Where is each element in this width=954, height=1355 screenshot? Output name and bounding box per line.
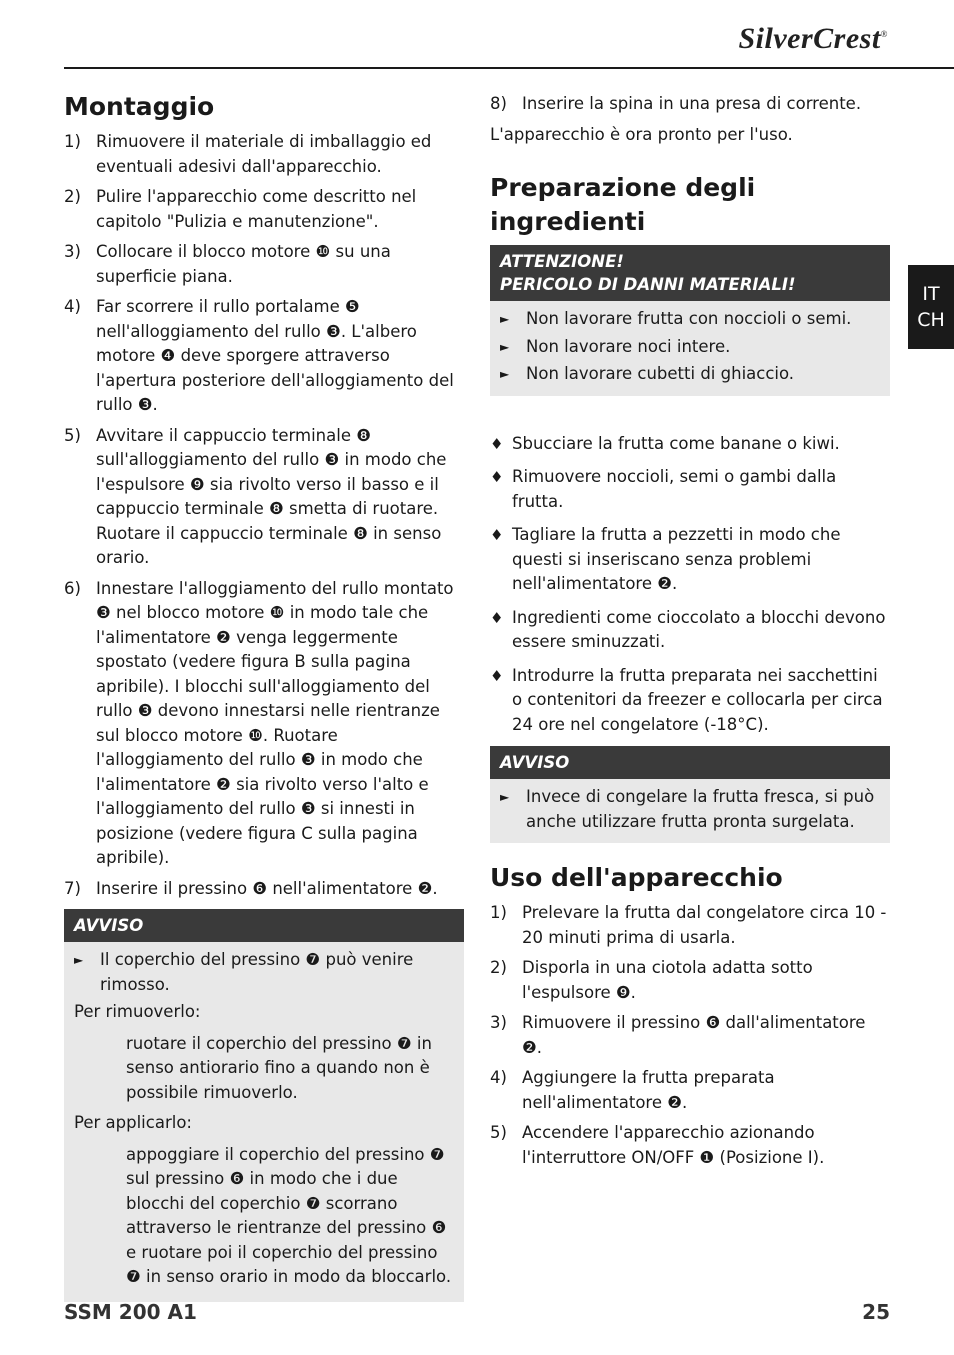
- warning-item-text: Non lavorare frutta con noccioli o semi.: [526, 309, 852, 328]
- warning-title-line1: ATTENZIONE!: [500, 252, 624, 271]
- language-tab: [908, 265, 954, 349]
- step-number: 3): [64, 242, 81, 261]
- step-number: 3): [490, 1013, 507, 1032]
- notice-title: AVVISO: [490, 746, 890, 779]
- section-heading-uso: Uso dell'apparecchio: [490, 863, 783, 892]
- step-text: Inserire il pressino ❻ nell'alimentatore ❷.: [96, 878, 438, 898]
- triangle-bullet-icon: ►: [500, 790, 510, 804]
- step-text: Accendere l'apparecchio azionando l'interruttore ON/OFF ❶ (Posizione I).: [522, 1123, 825, 1167]
- apply-instructions: appoggiare il coperchio del pressino ❼ sul pressino ❻ in modo che i due blocchi del coperchio ❼ scorrano attraverso le rientranze del pressino ❻ e ruotare poi il coperchio del pressino ❼ in senso orario in modo da bloccarlo.: [126, 1144, 452, 1286]
- step-text: Aggiungere la frutta preparata nell'alimentatore ❷.: [522, 1068, 775, 1112]
- bullet-text: Introdurre la frutta preparata nei sacchettini o contenitori da freezer e collocarla per circa 24 ore nel congelatore (-18°C).: [512, 665, 883, 734]
- bullet-text: Ingredienti come cioccolato a blocchi devono essere sminuzzati.: [512, 607, 886, 651]
- step-number: 1): [490, 903, 507, 922]
- step-text: Inserire la spina in una presa di corrente.: [522, 94, 862, 113]
- assembly-steps: [64, 130, 464, 901]
- warning-item-text: Non lavorare noci intere.: [526, 336, 731, 356]
- step-number: 8): [490, 94, 507, 113]
- list-item: [490, 523, 890, 597]
- remove-instructions: ruotare il coperchio del pressino ❼ in senso antiorario fino a quando non è possibile rimuoverlo.: [126, 1033, 432, 1102]
- step-number: 2): [64, 187, 81, 206]
- step-text: Pulire l'apparecchio come descritto nel capitolo "Pulizia e manutenzione".: [96, 187, 417, 231]
- brand-name: SilverCrest: [738, 22, 881, 55]
- step-number: 6): [64, 578, 81, 598]
- list-item: [490, 664, 890, 738]
- list-item: [490, 465, 890, 514]
- bullet-text: Rimuovere noccioli, semi o gambi dalla frutta.: [512, 467, 837, 511]
- warning-title-line2: PERICOLO DI DANNI MATERIALI!: [500, 275, 796, 294]
- notice-item-text: Il coperchio del pressino ❼ può venire rimosso.: [100, 950, 414, 994]
- step-text: Rimuovere il pressino ❻ dall'alimentatore ❷.: [522, 1013, 866, 1057]
- step-text: Collocare il blocco motore ❿ su una superficie piana.: [96, 242, 391, 286]
- header-rule: [64, 67, 954, 69]
- warning-item: [500, 335, 880, 360]
- lang-it: IT: [922, 283, 940, 305]
- brand-logo: [738, 22, 888, 56]
- step-text: Avvitare il cappuccio terminale ❽ sull'alloggiamento del rullo ❸ in modo che l'espulsore ❾ sia rivolto verso il basso e il cappuccio terminale ❽ smetta di ruotare. Ruotare il cappuccio terminale ❽ in senso orario.: [96, 425, 447, 567]
- notice-body: [64, 942, 464, 1302]
- bullet-text: Sbucciare la frutta come banane o kiwi.: [512, 433, 840, 453]
- step-number: 5): [64, 425, 81, 445]
- ready-text: L'apparecchio è ora pronto per l'uso.: [490, 124, 793, 144]
- remove-label: Per rimuoverlo:: [74, 1002, 201, 1021]
- list-item: [490, 432, 890, 457]
- list-item: [490, 1011, 890, 1060]
- step-number: 4): [490, 1068, 507, 1087]
- section-heading-montaggio: Montaggio: [64, 92, 215, 121]
- warning-body: [490, 301, 890, 396]
- list-item: [490, 901, 890, 950]
- list-item: [64, 240, 464, 289]
- model-number: SSM 200 A1: [64, 1300, 197, 1324]
- diamond-bullet-icon: ♦: [490, 434, 504, 453]
- usage-steps: [490, 901, 890, 1170]
- list-item: [64, 185, 464, 234]
- apply-label: Per applicarlo:: [74, 1113, 192, 1132]
- list-item: [490, 606, 890, 655]
- warning-item-text: Non lavorare cubetti di ghiaccio.: [526, 364, 795, 383]
- step-text: Prelevare la frutta dal congelatore circa 10 - 20 minuti prima di usarla.: [522, 903, 887, 947]
- step-number: 1): [64, 132, 81, 151]
- warning-item: [500, 307, 880, 332]
- triangle-bullet-icon: ►: [500, 367, 510, 381]
- warning-box: [490, 245, 890, 396]
- bullet-text: Tagliare la frutta a pezzetti in modo che questi si inseriscano senza problemi nell'alimentatore ❷.: [512, 525, 841, 593]
- list-item: [64, 877, 464, 902]
- lang-ch: CH: [917, 309, 945, 331]
- step-number: 5): [490, 1123, 507, 1142]
- step-number: 7): [64, 878, 81, 898]
- step-number: 2): [490, 958, 507, 977]
- left-column: [64, 90, 464, 1310]
- prep-bullets: [490, 432, 890, 738]
- notice-item: [74, 948, 454, 997]
- registered-mark: ®: [880, 29, 888, 39]
- diamond-bullet-icon: ♦: [490, 608, 504, 627]
- list-item: [64, 130, 464, 179]
- list-item: [490, 1066, 890, 1115]
- step-text: Innestare l'alloggiamento del rullo montato ❸ nel blocco motore ❿ in modo tale che l'alimentatore ❷ venga leggermente spostato (vedere figura B sulla pagina apribile). I blocchi sull'alloggiamento del rullo ❸ devono innestarsi nelle rientranze sul blocco motore ❿. Ruotare l'alloggiamento del rullo ❸ in modo che l'alimentatore ❷ sia rivolto verso l'alto e l'alloggiamento del rullo ❸ si innesti in posizione (vedere figura C sulla pagina apribile).: [96, 578, 454, 867]
- step-number: 4): [64, 297, 81, 316]
- notice-item-text: Invece di congelare la frutta fresca, si può anche utilizzare frutta pronta surgelata.: [526, 787, 875, 831]
- list-item: [64, 577, 464, 871]
- section-heading-preparazione: Preparazione degli ingredienti: [490, 173, 756, 236]
- triangle-bullet-icon: ►: [74, 953, 84, 967]
- diamond-bullet-icon: ♦: [490, 526, 504, 544]
- warning-title: [490, 245, 890, 301]
- triangle-bullet-icon: ►: [500, 312, 510, 326]
- notice-box-cover: [64, 909, 464, 1302]
- list-item: [490, 956, 890, 1005]
- list-item: [64, 424, 464, 571]
- list-item: [64, 295, 464, 418]
- diamond-bullet-icon: ♦: [490, 468, 504, 486]
- step-text: Far scorrere il rullo portalame ❺ nell'alloggiamento del rullo ❸. L'albero motore ❹ deve sporgere attraverso l'apertura posteriore dell'alloggiamento del rullo ❸.: [96, 297, 454, 414]
- notice-body: [490, 779, 890, 843]
- diamond-bullet-icon: ♦: [490, 666, 504, 685]
- notice-item: [500, 785, 880, 834]
- notice-title: AVVISO: [64, 909, 464, 942]
- list-item: [490, 92, 890, 117]
- page-number: 25: [862, 1300, 890, 1324]
- list-item: [490, 1121, 890, 1170]
- notice-box-frozen: [490, 746, 890, 843]
- assembly-steps-continued: [490, 92, 890, 117]
- triangle-bullet-icon: ►: [500, 339, 510, 354]
- right-column: [490, 92, 890, 1176]
- step-text: Disporla in una ciotola adatta sotto l'espulsore ❾.: [522, 958, 813, 1002]
- step-text: Rimuovere il materiale di imballaggio ed eventuali adesivi dall'apparecchio.: [96, 132, 432, 176]
- warning-item: [500, 362, 880, 387]
